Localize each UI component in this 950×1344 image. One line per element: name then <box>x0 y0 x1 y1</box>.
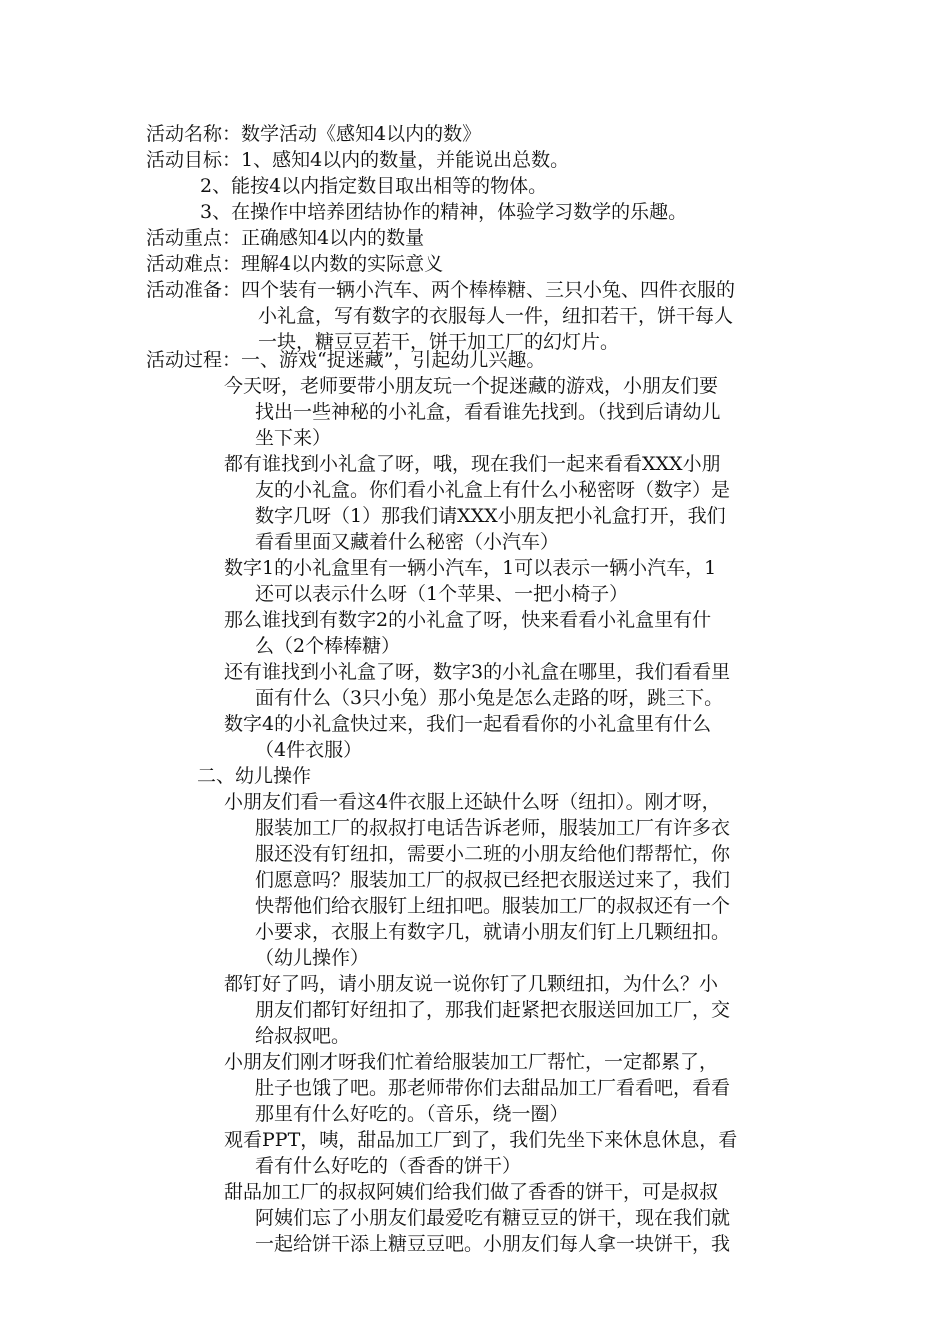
activity-key-point: 活动重点：正确感知4以内的数量 <box>146 227 425 249</box>
text-line: 朋友们都钉好纽扣了，那我们赶紧把衣服送回加工厂，交 <box>255 999 731 1021</box>
section-heading: 二、幼儿操作 <box>197 765 312 787</box>
text-line: 小朋友们看一看这4件衣服上还缺什么呀（纽扣）。刚才呀， <box>224 791 721 813</box>
text-line: 找出一些神秘的小礼盒，看看谁先找到。（找到后请幼儿 <box>255 401 721 423</box>
text-line: 快帮他们给衣服钉上纽扣吧。服装加工厂的叔叔还有一个 <box>255 895 731 917</box>
text-line: 一起给饼干添上糖豆豆吧。小朋友们每人拿一块饼干，我 <box>255 1233 731 1255</box>
text-line: 都钉好了吗，请小朋友说一说你钉了几颗纽扣，为什么？小 <box>224 973 719 995</box>
text-line: 那么谁找到有数字2的小礼盒了呀，快来看看小礼盒里有什 <box>224 609 712 631</box>
text-line: 数字1的小礼盒里有一辆小汽车，1可以表示一辆小汽车，1 <box>224 557 717 579</box>
text-line: 友的小礼盒。你们看小礼盒上有什么小秘密呀（数字）是 <box>255 479 731 501</box>
text-line: 肚子也饿了吧。那老师带你们去甜品加工厂看看吧，看看 <box>255 1077 731 1099</box>
activity-difficulty: 活动难点：理解4以内数的实际意义 <box>146 253 444 275</box>
text-line: 服装加工厂的叔叔打电话告诉老师，服装加工厂有许多衣 <box>255 817 731 839</box>
text-line: 面有什么（3只小兔）那小兔是怎么走路的呀，跳三下。 <box>255 687 724 709</box>
activity-goal-2: 2、能按4以内指定数目取出相等的物体。 <box>200 175 548 197</box>
text-line: 么（2个棒棒糖） <box>255 635 401 657</box>
text-line: （幼儿操作） <box>255 947 370 969</box>
text-line: 都有谁找到小礼盒了呀，哦，现在我们一起来看看XXX小朋 <box>224 453 721 475</box>
text-line: 还有谁找到小礼盒了呀，数字3的小礼盒在哪里，我们看看里 <box>224 661 731 683</box>
text-line: 观看PPT，咦，甜品加工厂到了，我们先坐下来休息休息，看 <box>224 1129 738 1151</box>
activity-goal-1: 活动目标：1、感知4以内的数量，并能说出总数。 <box>146 149 570 171</box>
text-line: 小朋友们刚才呀我们忙着给服装加工厂帮忙，一定都累了， <box>224 1051 719 1073</box>
text-line: 看看里面又藏着什么秘密（小汽车） <box>255 531 560 553</box>
text-line: 今天呀，老师要带小朋友玩一个捉迷藏的游戏，小朋友们要 <box>224 375 719 397</box>
activity-name: 活动名称：数学活动《感知4以内的数》 <box>146 123 482 145</box>
text-line: 数字几呀（1）那我们请XXX小朋友把小礼盒打开，我们 <box>255 505 726 527</box>
text-line: 小礼盒，写有数字的衣服每人一件，纽扣若干，饼干每人 <box>258 305 734 327</box>
text-line: 服还没有钉纽扣，需要小二班的小朋友给他们帮帮忙，你 <box>255 843 731 865</box>
text-line: 一块，糖豆豆若干，饼干加工厂的幻灯片。 <box>258 331 620 353</box>
text-line: 坐下来） <box>255 427 332 449</box>
text-line: 那里有什么好吃的。（音乐，绕一圈） <box>255 1103 569 1125</box>
text-line: 给叔叔吧。 <box>255 1025 351 1047</box>
activity-goal-3: 3、在操作中培养团结协作的精神，体验学习数学的乐趣。 <box>200 201 688 223</box>
activity-preparation: 活动准备：四个装有一辆小汽车、两个棒棒糖、三只小兔、四件衣服的 <box>146 279 736 301</box>
text-line: 还可以表示什么呀（1个苹果、一把小椅子） <box>255 583 629 605</box>
text-line: 小要求，衣服上有数字几，就请小朋友们钉上几颗纽扣。 <box>255 921 731 943</box>
text-line: 看有什么好吃的（香香的饼干） <box>255 1155 522 1177</box>
text-line: 数字4的小礼盒快过来，我们一起看看你的小礼盒里有什么 <box>224 713 712 735</box>
text-line: 们愿意吗？服装加工厂的叔叔已经把衣服送过来了，我们 <box>255 869 731 891</box>
text-line: 阿姨们忘了小朋友们最爱吃有糖豆豆的饼干，现在我们就 <box>255 1207 731 1229</box>
text-line: 甜品加工厂的叔叔阿姨们给我们做了香香的饼干，可是叔叔 <box>224 1181 719 1203</box>
text-line: （4件衣服） <box>255 739 363 761</box>
activity-process-heading: 活动过程：一、游戏“捉迷藏”，引起幼儿兴趣。 <box>146 349 546 371</box>
